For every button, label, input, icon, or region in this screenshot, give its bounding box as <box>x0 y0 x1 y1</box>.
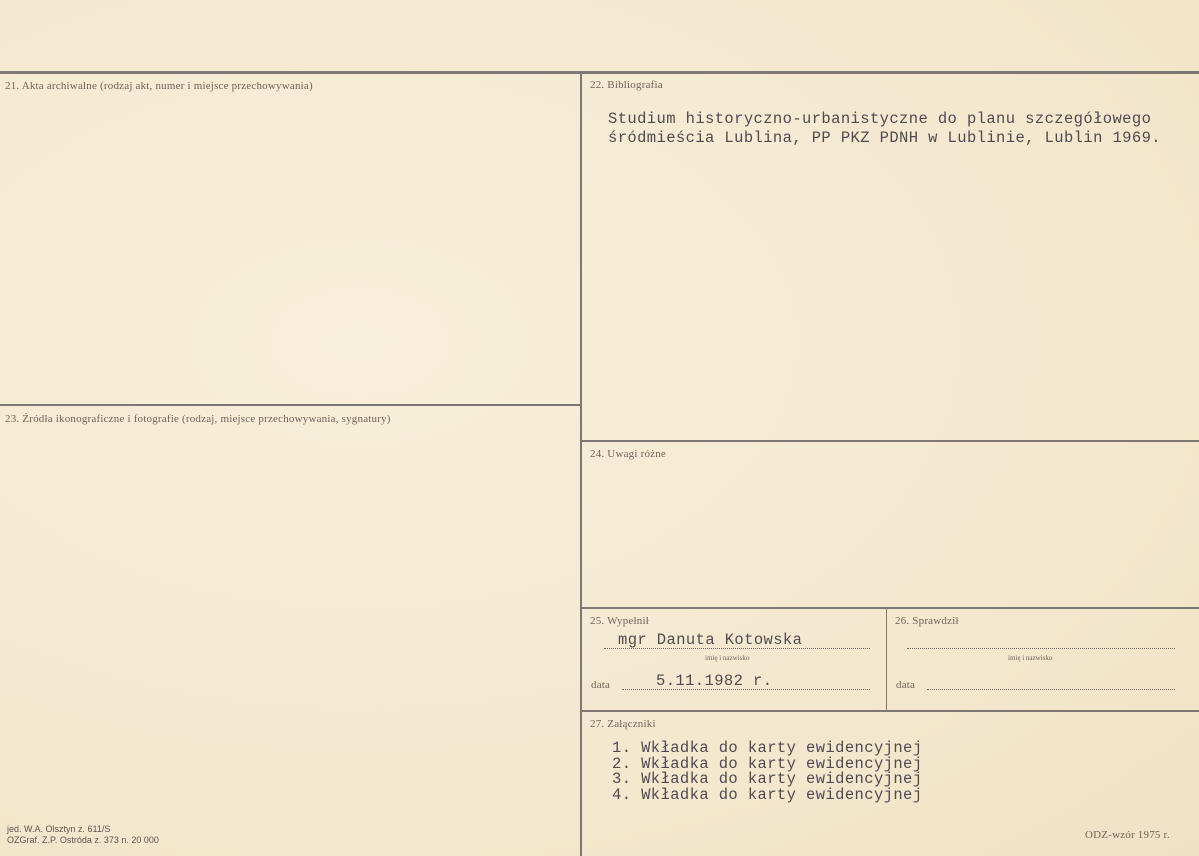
filled-by-date-line <box>622 689 870 690</box>
divider-25-26 <box>886 609 887 710</box>
attachments-list <box>612 741 922 803</box>
divider-24-25 <box>581 607 1199 609</box>
bibliography-line-2: śródmieścia Lublina, PP PKZ PDNH w Lublinie, Lublin 1969. <box>608 129 1161 147</box>
field-21-label: 21. Akta archiwalne (rodzaj akt, numer i miejsce przechowywania) <box>5 80 313 92</box>
filled-by-name-caption: imię i nazwisko <box>705 654 750 662</box>
print-info-line-2: OZGraf. Z.P. Ostróda z. 373 n. 20 000 <box>7 835 159 845</box>
filled-by-date-label: data <box>591 679 611 691</box>
field-27-label: 27. Załączniki <box>590 718 656 730</box>
divider-21-23 <box>0 404 581 406</box>
checked-by-name-line <box>907 648 1175 649</box>
print-info-line-1: jed. W.A. Olsztyn z. 611/S <box>7 824 111 834</box>
filled-by-name-line <box>604 648 870 649</box>
field-26-label: 26. Sprawdził <box>895 615 959 627</box>
filled-by-date: 5.11.1982 r. <box>656 672 773 690</box>
field-22-label: 22. Bibliografia <box>590 79 663 91</box>
filled-by-name: mgr Danuta Kotowska <box>618 631 803 649</box>
attachment-item: 3. Wkładka do karty ewidencyjnej <box>612 770 923 788</box>
top-border <box>0 71 1199 74</box>
checked-by-date-line <box>927 689 1175 690</box>
field-23-label: 23. Źródła ikonograficzne i fotografie (rodzaj, miejsce przechowywania, sygnatury) <box>5 413 391 425</box>
attachment-item: 2. Wkładka do karty ewidencyjnej <box>612 754 923 773</box>
divider-22-24 <box>581 440 1199 442</box>
bibliography-line-1: Studium historyczno-urbanistyczne do planu szczegółowego <box>608 110 1152 128</box>
attachment-item: 1. Wkładka do karty ewidencyjnej <box>612 739 923 757</box>
attachment-item: 4. Wkładka do karty ewidencyjnej <box>612 785 923 804</box>
center-divider <box>580 73 582 856</box>
form-template-id: ODZ-wzór 1975 r. <box>1085 829 1170 841</box>
checked-by-date-label: data <box>896 679 916 691</box>
divider-25-27 <box>581 710 1199 712</box>
checked-by-name-caption: imię i nazwisko <box>1008 654 1053 662</box>
field-24-label: 24. Uwagi różne <box>590 448 667 460</box>
field-25-label: 25. Wypełnił <box>590 615 649 627</box>
